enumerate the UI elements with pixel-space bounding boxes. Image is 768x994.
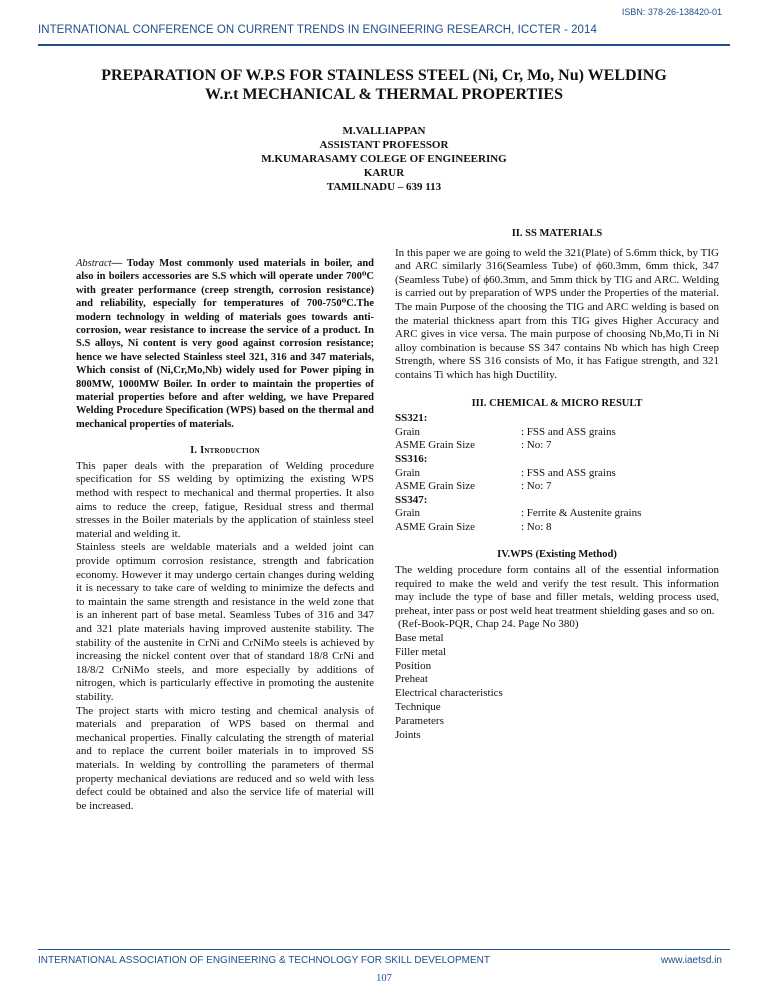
intro-paragraph-2: Stainless steels are weldable materials and a welded joint can provide optimum corrosion resistance, strength and fabrication economy. However it may undergo certain changes during welding it is necessary to take care of welding to minimize the defects and to maintain the same strength and resistance in the weld zone that is an inherent part of base metal. Seamless Tubes of 316 and 347 and 321 plate materials having improved austenite stability. The stability of the austenite in CrNi and CrNiMo steels is achieved by increasing the nickel content over that of standard 18/8 CrNi and 18/8/2 CrNiMo steels, and more especially by additions of nitrogen, which is particularly effective in promoting the austenite stability. [76, 541, 374, 703]
abstract-lead: Abstract [76, 258, 112, 269]
list-item: Technique [395, 701, 441, 714]
row-key: Grain [395, 425, 421, 438]
list-item: Electrical characteristics [395, 687, 503, 700]
page-number: 107 [376, 973, 392, 984]
row-key: Grain [395, 507, 421, 520]
row-key: ASME Grain Size [395, 439, 476, 452]
abstract [76, 257, 374, 431]
row-value: : No: 7 [521, 439, 552, 452]
list-item: Parameters [395, 714, 444, 727]
group-ss316-name: SS316: [395, 452, 428, 465]
list-item: Joints [395, 728, 421, 741]
title-line-2: W.r.t MECHANICAL & THERMAL PROPERTIES [204, 86, 563, 103]
row-value: : FSS and ASS grains [521, 466, 616, 479]
row-key: ASME Grain Size [395, 480, 476, 493]
row-key: ASME Grain Size [395, 520, 476, 533]
group-ss321 [395, 426, 719, 453]
row-value: : Ferrite & Austenite grains [521, 507, 642, 520]
group-ss316 [395, 467, 719, 494]
group-ss347-name: SS347: [395, 493, 428, 506]
footer-organization: INTERNATIONAL ASSOCIATION OF ENGINEERING & TECHNOLOGY FOR SKILL DEVELOPMENT [38, 955, 490, 966]
intro-paragraph-3: The project starts with micro testing and chemical analysis of materials and preparation of WPS based on thermal and mechanical properties. Finally calculating the strength of material and to replace the current boiler materials in to improved SS materials. In welding by controlling the parameters of thermal property mechanical deviations are reduced and so weld with less defect could be obtained and also the service life of material will be increased. [76, 704, 374, 812]
group-ss321-name: SS321: [395, 412, 428, 425]
list-item: Preheat [395, 673, 428, 686]
author-block [0, 124, 768, 194]
abstract-dash: — [111, 258, 127, 269]
author-state: TAMILNADU – 639 113 [326, 181, 442, 193]
author-college: M.KUMARASAMY COLEGE OF ENGINEERING [261, 153, 507, 165]
ss-materials-text: In this paper we are going to weld the 321(Plate) of 5.6mm thick, by TIG and ARC similarly 316(Seamless Tube) of ϕ60.3mm, 6mm thick, 347 (Seamless Tube) of ϕ60.3mm, and 5mm thick by TIG and ARC. Welding is carried out by preparation of WPS under the Properties of the material. The main Purpose of the choosing the TIG and ARC welding is based on the material thickness apart from this TIG gives Higher Accuracy and ARC gives in vice versa. The main purpose of choosing Nb,Mo,Ti in Ni alloy combination is because SS 347 contains Nb which has high Creep Strength, where SS 316 consists of Mo, it has Fatigue strength, and 321 contains Ti which has high Ductility. [395, 246, 719, 381]
abstract-text: Today Most commonly used materials in boiler, and also in boilers accessories are S.S which will operate under 700⁰C with greater performance (creep strength, corrosion resistance) and reliability, especially for temperatures of 700-750⁰C.The modern technology in welding of materials goes towards anti-corrosion, wear resistance to increase the service of a product. In S.S alloys, Ni content is very good against corrosion resistance; hence we have selected Stainless steel 321, 316 and 347 materials, Which consist of (Ni,Cr,Mo,Nb) widely used for Power piping in 800MW, 1000MW Boiler. In order to maintain the properties of material properties before and after welding, we have Prepared Welding Procedure Specification (WPS) based on the thermal and mechanical properties of materials. [76, 258, 374, 430]
intro-paragraph-1: This paper deals with the preparation of Welding procedure specification for SS welding by optimizing the existing WPS method with respect to mechanical and thermal properties. It also aims to reduce the creep, fatigue, Residual stress and thermal stresses in the Boiler materials by the application of stainless steel material and welding it. [76, 459, 374, 540]
left-column [76, 257, 374, 813]
introduction-heading: I. Introduction [190, 445, 260, 457]
isbn: ISBN: 378-26-138420-01 [621, 7, 722, 17]
row-key: Grain [395, 466, 421, 479]
ss-materials-heading: II. SS MATERIALS [511, 228, 603, 239]
footer-rule [38, 949, 730, 950]
header-rule [38, 44, 730, 46]
wps-heading: IV.WPS (Existing Method) [497, 549, 617, 561]
list-item: Filler metal [395, 645, 447, 658]
group-ss347 [395, 507, 719, 534]
author-name: M.VALLIAPPAN [342, 125, 426, 137]
row-value: : No: 8 [521, 520, 552, 533]
author-city: KARUR [363, 167, 405, 179]
list-item: Base metal [395, 632, 444, 645]
conference-name: INTERNATIONAL CONFERENCE ON CURRENT TRENDS IN ENGINEERING RESEARCH, ICCTER - 2014 [38, 24, 597, 36]
footer-website-link[interactable]: www.iaetsd.in [660, 955, 722, 966]
author-position: ASSISTANT PROFESSOR [319, 139, 449, 151]
paper-title [60, 66, 708, 104]
wps-text: The welding procedure form contains all of the essential information required to make the weld and verify the test result. This information may include the type of base and filler metals, welding process used, preheat, inter pass or post weld heat treatment shielding gases and so on. [395, 564, 719, 617]
chemical-heading: III. CHEMICAL & MICRO RESULT [471, 397, 643, 409]
wps-reference: (Ref-Book-PQR, Chap 24. Page No 380) [398, 618, 579, 631]
list-item: Position [395, 659, 432, 672]
right-column [395, 227, 719, 742]
row-value: : No: 7 [521, 480, 552, 493]
title-line-1: PREPARATION OF W.P.S FOR STAINLESS STEEL (Ni, Cr, Mo, Nu) WELDING [101, 67, 667, 84]
wps-items [395, 632, 719, 742]
row-value: : FSS and ASS grains [521, 425, 616, 438]
